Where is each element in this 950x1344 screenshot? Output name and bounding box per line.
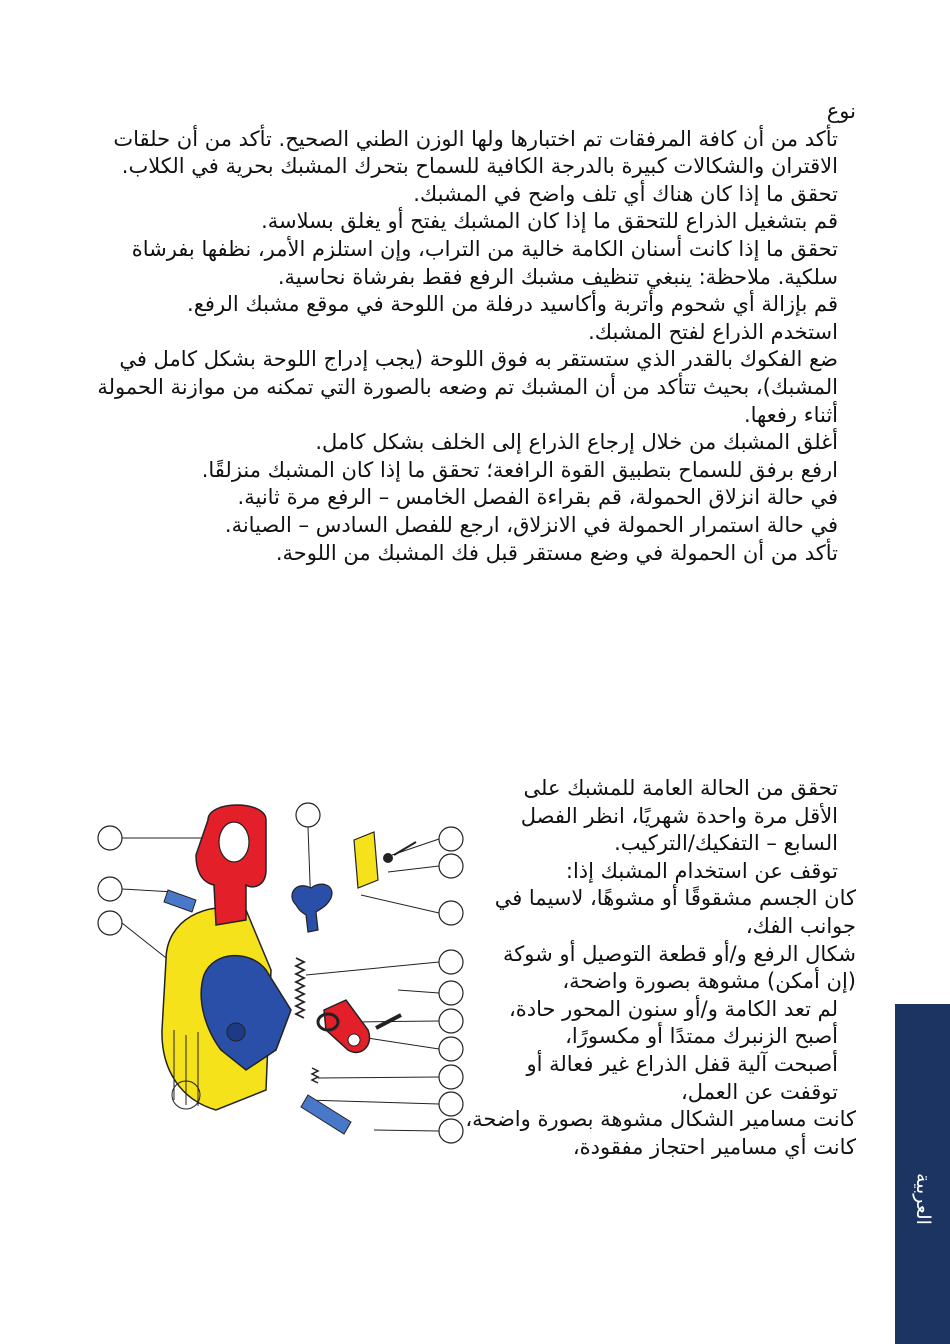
callout-circle [439, 1119, 463, 1143]
paragraph: تأكد من أن كافة المرفقات تم اختبارها ولها الوزن الطني الصحيح. تأكد من أن حلقات الاقتران والشكالات كبيرة بالدرجة الكافية للسماح بتحرك المشبك بحرية في الكلاب. [113, 126, 838, 179]
callout-circle [439, 981, 463, 1005]
paragraph: ضع الفكوك بالقدر الذي ستستقر به فوق اللوحة (يجب إدراج اللوحة بشكل كامل في المشبك)، بحيث تتأكد من أن المشبك تم وضعه بالصورة التي تمكنه من موازنة الحمولة أثناء رفعها. [97, 347, 838, 427]
callout-circle [296, 803, 320, 827]
paragraph: تحقق ما إذا كان هناك أي تلف واضح في المشبك. [413, 181, 838, 206]
callout-circle [439, 1065, 463, 1089]
paragraph: شكال الرفع و/أو قطعة التوصيل أو شوكة (إن أمكن) مشوهة بصورة واضحة، [503, 941, 856, 994]
callout-circles [98, 803, 463, 1143]
lever [292, 884, 332, 932]
small-spring [312, 1068, 318, 1083]
cam-hole [227, 1023, 245, 1041]
lifting-eye-hole [219, 822, 249, 862]
language-tab[interactable] [895, 1004, 950, 1344]
paragraph: أصبح الزنبرك ممتدًا أو مكسورًا، [565, 1024, 838, 1049]
clamp-exploded-diagram [96, 800, 474, 1160]
link-piece [324, 1000, 370, 1052]
callout-circle [439, 950, 463, 974]
paragraph: ارفع برفق للسماح بتطبيق القوة الرافعة؛ تحقق ما إذا كان المشبك منزلقًا. [201, 457, 838, 482]
paragraph: قم بإزالة أي شحوم وأتربة وأكاسيد درفلة من اللوحة في موقع مشبك الرفع. [187, 292, 838, 317]
callout-circle [439, 827, 463, 851]
paragraph: تحقق من الحالة العامة للمشبك على الأقل مرة واحدة شهريًا، انظر الفصل السابع – التفكيك/التركيب. [520, 776, 838, 856]
callout-circle [98, 911, 122, 935]
callout-circle [439, 1092, 463, 1116]
locking-plate [354, 832, 378, 888]
callout-circle [439, 901, 463, 925]
paragraph: في حالة استمرار الحمولة في الانزلاق، ارجع للفصل السادس – الصيانة. [224, 512, 838, 537]
paragraph: في حالة انزلاق الحمولة، قم بقراءة الفصل الخامس – الرفع مرة ثانية. [237, 485, 838, 510]
paragraph: استخدم الذراع لفتح المشبك. [588, 319, 838, 344]
paragraph: كانت أي مسامير احتجاز مفقودة، [572, 1134, 856, 1159]
pin [164, 890, 196, 912]
paragraph: قم بتشغيل الذراع للتحقق ما إذا كان المشبك يفتح أو يغلق بسلاسة. [261, 209, 838, 234]
paragraph: لم تعد الكامة و/أو سنون المحور حادة، [509, 996, 838, 1021]
callout-circle [98, 877, 122, 901]
spring [296, 958, 304, 1018]
paragraph: أغلق المشبك من خلال إرجاع الذراع إلى الخلف بشكل كامل. [315, 430, 838, 455]
callout-circle [439, 1037, 463, 1061]
paragraph: كان الجسم مشقوقًا أو مشوهًا، لاسيما في جوانب الفك، [494, 886, 856, 938]
paragraph: تأكد من أن الحمولة في وضع مستقر قبل فك المشبك من اللوحة. [275, 540, 838, 565]
language-tab-label: العربية [911, 1173, 934, 1225]
paragraph: كانت مسامير الشكال مشوهة بصورة واضحة، [465, 1107, 856, 1132]
paragraph: نوع [826, 99, 856, 123]
nut [383, 853, 393, 863]
screw [394, 842, 416, 855]
paragraph: تحقق ما إذا كانت أسنان الكامة خالية من التراب، وإن استلزم الأمر، نظفها بفرشاة سلكية. ملاحظة: ينبغي تنظيف مشبك الرفع فقط بفرشاة نحاسية. [131, 236, 838, 289]
callout-circle [98, 826, 122, 850]
paragraph: توقف عن استخدام المشبك إذا: [565, 858, 838, 883]
callout-circle [439, 1009, 463, 1033]
instructions-block [96, 98, 856, 567]
link-hole [348, 1034, 360, 1046]
callout-circle [439, 854, 463, 878]
paragraph: أصبحت آلية قفل الذراع غير فعالة أو توقفت عن العمل، [526, 1051, 838, 1104]
